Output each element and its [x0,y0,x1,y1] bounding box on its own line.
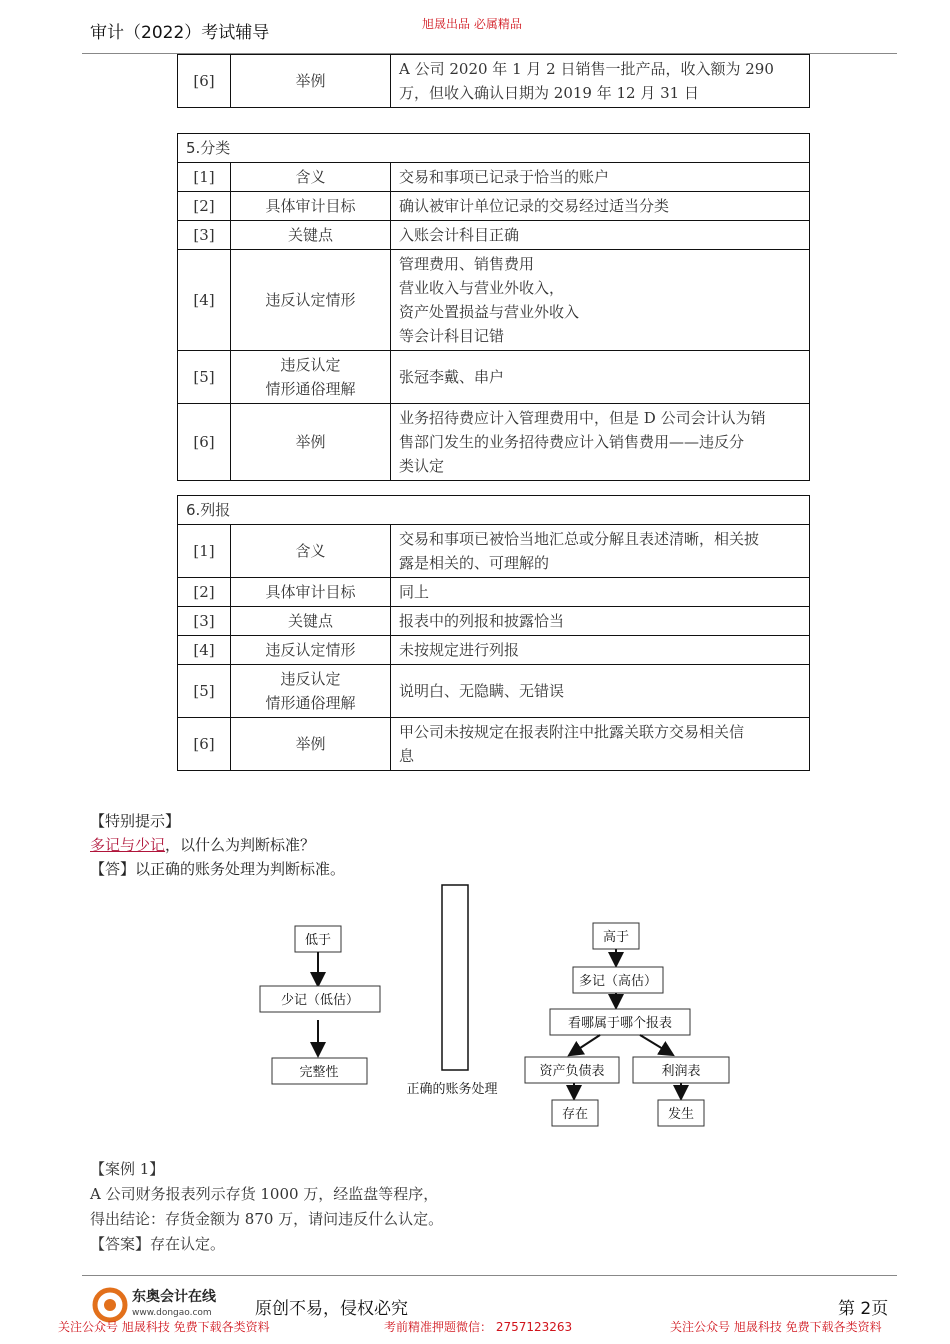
content-line: 交易和事项已被恰当地汇总或分解且表述清晰，相关披 [399,530,760,548]
table-row [178,636,810,665]
node-high [593,923,639,949]
row-content: 报表中的列报和披露恰当 [391,607,810,636]
content-line: 甲公司未按规定在报表附注中批露关联方交易相关信 [399,723,745,741]
row-number: [6] [178,404,231,481]
table-row [178,718,810,771]
table-example-fragment [177,54,810,108]
logo-text: 东奥会计在线 [132,1289,216,1305]
content-line: A 公司 2020 年 1 月 2 日销售一批产品，收入额为 290 [399,60,774,78]
node-under-record [260,986,380,1012]
node-low-label: 低于 [304,933,332,948]
case-answer: 【答案】存在认定。 [90,1235,226,1253]
document-header-title: 审计（2022）考试辅导 [90,23,270,43]
row-number: [3] [178,607,231,636]
special-note-answer: 【答】以正确的账务处理为判断标准。 [90,860,346,878]
node-over-label: 多记（高估） [578,974,658,989]
special-note-heading: 【特别提示】 [90,812,181,830]
case-line-2: 得出结论：存货金额为 870 万，请问违反什么认定。 [90,1210,444,1228]
node-occur-label: 发生 [667,1107,695,1122]
node-balance-sheet [525,1057,619,1083]
row-label: 举例 [231,55,391,108]
table-heading-row [178,134,810,163]
row-content [391,250,810,351]
arrow [574,1035,600,1052]
label-line: 违反认定 [280,670,341,688]
row-number: [2] [178,578,231,607]
row-content [391,404,810,481]
row-content: 未按规定进行列报 [391,636,810,665]
row-number: [6] [178,718,231,771]
footer-slogan: 原创不易，侵权必究 [255,1299,408,1319]
node-completeness-label: 完整性 [299,1065,339,1080]
node-is-label: 利润表 [661,1064,701,1079]
table-row [178,163,810,192]
content-line: 露是相关的、可理解的 [399,554,550,572]
special-note-question [90,834,315,855]
content-line: 资产处置损益与营业外收入 [399,303,580,321]
node-low [295,926,341,952]
content-line: 营业收入与营业外收入， [399,279,565,297]
row-content: 同上 [391,578,810,607]
table-classification [177,133,810,481]
row-number: [5] [178,351,231,404]
row-label [231,351,391,404]
content-line: 售部门发生的业务招待费应计入销售费用——违反分 [399,433,745,451]
table-heading: 5.分类 [178,134,810,163]
arrow [640,1035,668,1052]
row-content [391,525,810,578]
label-line: 情形通俗理解 [265,694,356,712]
row-content: 确认被审计单位记录的交易经过适当分类 [391,192,810,221]
node-which-label: 看哪属于哪个报表 [567,1016,673,1031]
content-line: 业务招待费应计入管理费用中，但是 D 公司会计认为销 [399,409,766,427]
row-content: 张冠李戴、串户 [391,351,810,404]
table-row [178,607,810,636]
table-row [178,192,810,221]
row-label: 违反认定情形 [231,636,391,665]
node-bs-label: 资产负债表 [539,1064,605,1079]
row-content: 交易和事项已记录于恰当的账户 [391,163,810,192]
label-line: 违反认定 [280,356,341,374]
row-number: [2] [178,192,231,221]
row-label: 含义 [231,525,391,578]
question-rest: ，以什么为判断标准？ [165,836,316,854]
node-income-statement [633,1057,729,1083]
row-content: 说明白、无隐瞒、无错误 [391,665,810,718]
center-bar [442,885,468,1070]
node-high-label: 高于 [602,930,630,945]
node-completeness [272,1058,367,1084]
content-line: 等会计科目记错 [399,327,505,345]
content-line: 息 [399,747,415,765]
question-highlight-link[interactable]: 多记与少记 [90,836,166,854]
table-row [178,55,810,108]
row-label: 具体审计目标 [231,192,391,221]
page-number: 第 2页 [838,1299,889,1319]
content-line: 类认定 [399,457,445,475]
footer-promo-middle: 考前精准押题微信： 2757123263 [384,1320,573,1334]
row-label: 具体审计目标 [231,578,391,607]
content-line: 管理费用、销售费用 [399,255,535,273]
node-exist-label: 存在 [561,1107,589,1122]
node-under-label: 少记（低估） [280,993,360,1008]
footer-promo-left: 关注公众号 旭晟科技 免费下载各类资料 [58,1320,270,1334]
row-number: [5] [178,665,231,718]
table-row [178,578,810,607]
table-row [178,404,810,481]
row-number: [4] [178,636,231,665]
case-heading: 【案例 1】 [90,1160,165,1178]
row-content: 入账会计科目正确 [391,221,810,250]
table-row [178,665,810,718]
row-number: [3] [178,221,231,250]
row-label: 关键点 [231,607,391,636]
row-number: [1] [178,163,231,192]
table-presentation [177,495,810,771]
row-label: 举例 [231,718,391,771]
row-number: [6] [178,55,231,108]
table-row [178,250,810,351]
table-heading: 6.列报 [178,496,810,525]
case-line-1: A 公司财务报表列示存货 1000 万，经监盘等程序， [90,1185,439,1203]
judgment-diagram [240,880,770,1140]
table-row [178,525,810,578]
header-tagline: 旭晟出品 必属精品 [422,17,522,31]
node-over-record [573,967,663,993]
row-label: 含义 [231,163,391,192]
row-content [391,55,810,108]
node-existence [552,1100,598,1126]
table-row [178,351,810,404]
row-content [391,718,810,771]
row-label: 违反认定情形 [231,250,391,351]
logo-dot-icon [104,1299,116,1311]
row-number: [1] [178,525,231,578]
node-occurrence [658,1100,704,1126]
row-label: 举例 [231,404,391,481]
label-line: 情形通俗理解 [265,380,356,398]
content-line: 万，但收入确认日期为 2019 年 12 月 31 日 [399,84,699,102]
center-label: 正确的账务处理 [406,1082,498,1097]
row-number: [4] [178,250,231,351]
row-label: 关键点 [231,221,391,250]
logo-url: www.dongao.com [132,1308,212,1318]
table-row [178,221,810,250]
node-which-statement [550,1009,690,1035]
footer-promo-right: 关注公众号 旭晟科技 免费下载各类资料 [670,1320,882,1334]
table-heading-row [178,496,810,525]
footer-divider [82,1275,897,1276]
row-label [231,665,391,718]
